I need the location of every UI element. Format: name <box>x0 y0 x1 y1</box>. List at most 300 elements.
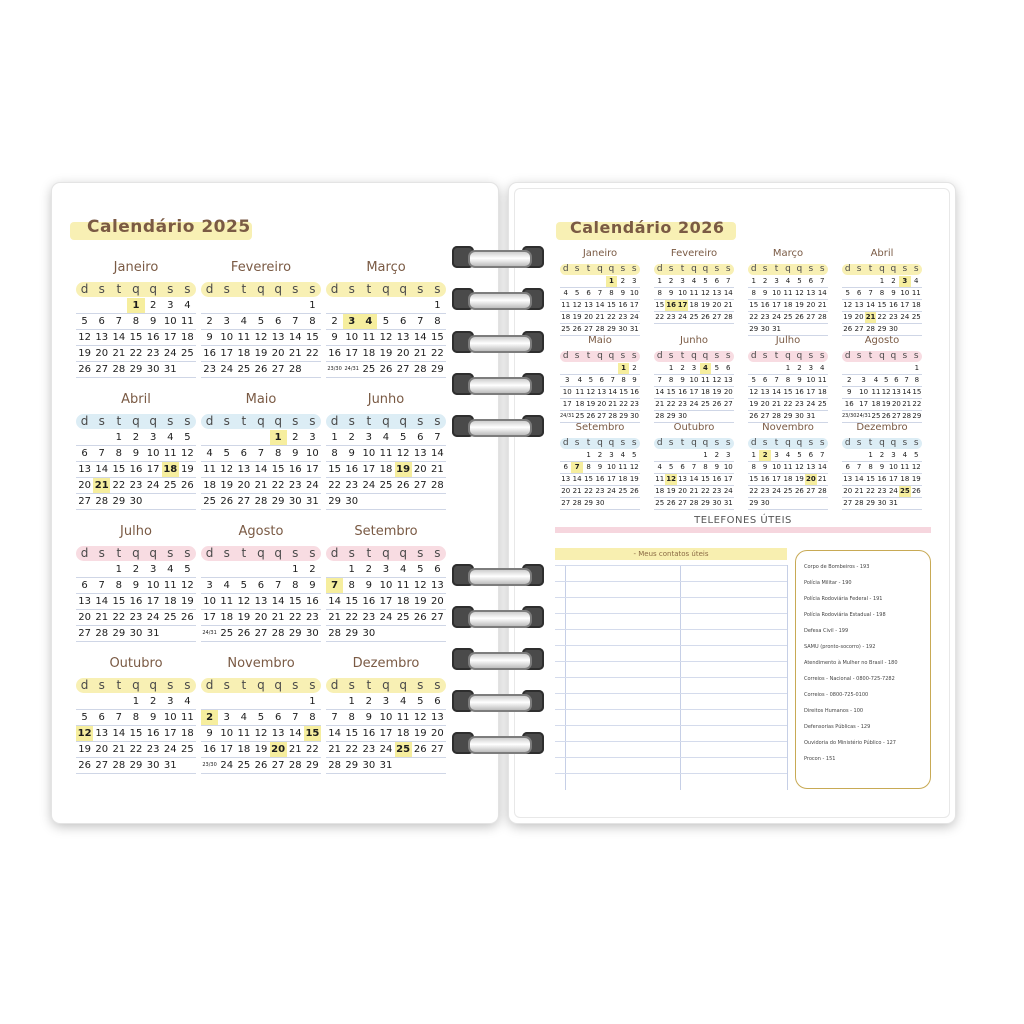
day-cell: 9 <box>287 446 304 462</box>
day-cell: 25 <box>654 498 665 510</box>
day-cell: 7 <box>571 462 582 474</box>
day-cell: 17 <box>145 462 162 478</box>
day-cell: 25 <box>700 399 711 411</box>
day-grid <box>560 276 640 336</box>
day-cell: 4 <box>235 710 252 726</box>
day-cell: 8 <box>343 710 360 726</box>
contacts-writing-line <box>555 757 787 758</box>
day-cell: 30 <box>677 411 688 423</box>
day-cell: 2 <box>145 298 162 314</box>
day-cell: 25 <box>871 411 881 423</box>
empty-day-cell <box>856 363 870 375</box>
day-cell: 4 <box>395 562 412 578</box>
day-cell: 27 <box>723 399 734 411</box>
weekday-label: q <box>399 546 407 560</box>
day-cell: 29 <box>748 498 759 510</box>
weekday-header <box>654 264 734 275</box>
day-cell: 27 <box>677 498 688 510</box>
day-cell: 12 <box>748 387 759 399</box>
month-name: Junho <box>367 392 405 407</box>
day-cell: 4 <box>560 288 571 300</box>
day-cell: 24/31 <box>201 626 218 642</box>
day-cell: 26 <box>412 742 429 758</box>
day-cell: 9 <box>201 726 218 742</box>
contacts-writing-line <box>555 661 787 662</box>
day-cell: 27 <box>853 324 864 336</box>
day-cell: 3 <box>304 430 321 446</box>
empty-day-cell <box>76 562 93 578</box>
day-cell: 25 <box>782 486 793 498</box>
phone-list-item: SAMU (pronto-socorro) - 192 <box>804 644 876 650</box>
day-cell: 27 <box>235 494 252 510</box>
month-maro <box>748 248 828 336</box>
day-cell: 12 <box>377 330 394 346</box>
day-cell: 16 <box>794 387 805 399</box>
day-cell: 25 <box>235 362 252 378</box>
day-cell: 1 <box>876 276 887 288</box>
day-cell: 20 <box>723 387 734 399</box>
day-cell: 11 <box>162 578 179 594</box>
day-cell: 17 <box>606 474 617 486</box>
empty-day-cell <box>606 498 617 510</box>
day-cell: 12 <box>412 710 429 726</box>
day-cell: 21 <box>688 486 699 498</box>
day-cell: 5 <box>842 288 853 300</box>
day-cell: 7 <box>287 710 304 726</box>
weekday-label: s <box>434 678 441 692</box>
day-cell: 31 <box>888 498 899 510</box>
weekday-label: q <box>608 438 615 448</box>
day-cell: 1 <box>654 276 665 288</box>
day-cell: 27 <box>759 411 770 423</box>
month-name: Outubro <box>673 422 715 433</box>
day-cell: 5 <box>585 375 596 387</box>
day-cell: 17 <box>343 346 360 362</box>
day-cell: 4 <box>395 694 412 710</box>
phone-list-item: Polícia Rodoviária Estadual - 198 <box>804 612 886 618</box>
day-cell: 5 <box>748 375 759 387</box>
day-cell: 23 <box>343 478 360 494</box>
day-cell: 28 <box>817 486 828 498</box>
day-cell: 13 <box>677 474 688 486</box>
weekday-label: q <box>149 546 157 560</box>
day-cell: 18 <box>782 474 793 486</box>
day-cell: 3 <box>688 363 699 375</box>
day-cell: 1 <box>287 562 304 578</box>
day-cell: 1 <box>618 363 629 375</box>
day-cell: 27 <box>805 486 816 498</box>
weekday-label: s <box>348 414 355 428</box>
day-cell: 3 <box>201 578 218 594</box>
day-cell: 11 <box>377 446 394 462</box>
empty-day-cell <box>235 562 252 578</box>
day-cell: 29 <box>782 411 793 423</box>
phone-list-item: Ouvidoria do Ministério Público - 127 <box>804 740 896 746</box>
day-cell: 1 <box>326 430 343 446</box>
day-cell: 2 <box>629 363 640 375</box>
day-cell: 9 <box>617 288 628 300</box>
day-cell: 19 <box>571 312 582 324</box>
day-cell: 14 <box>252 462 269 478</box>
day-cell: 21 <box>429 462 446 478</box>
binding-ring <box>452 732 544 754</box>
weekday-header <box>201 678 321 693</box>
weekday-label: q <box>702 351 709 361</box>
weekday-header <box>560 264 640 275</box>
day-cell: 11 <box>782 288 793 300</box>
day-cell: 30 <box>343 494 360 510</box>
day-cell: 21 <box>93 478 110 494</box>
day-cell: 8 <box>110 446 127 462</box>
day-cell: 18 <box>782 300 793 312</box>
empty-day-cell <box>748 363 759 375</box>
day-cell: 25 <box>782 312 793 324</box>
day-cell: 30 <box>759 324 770 336</box>
day-cell: 18 <box>560 312 571 324</box>
weekday-label: s <box>902 351 908 361</box>
day-cell: 5 <box>252 710 269 726</box>
weekday-label: q <box>399 678 407 692</box>
day-grid <box>76 430 196 510</box>
day-grid <box>76 694 196 774</box>
month-name: Maio <box>588 335 612 346</box>
day-cell: 15 <box>618 387 629 399</box>
weekday-label: d <box>844 351 851 361</box>
day-cell: 22 <box>748 312 759 324</box>
day-cell: 20 <box>76 478 93 494</box>
empty-day-cell <box>235 430 252 446</box>
contacts-writing-line <box>555 613 787 614</box>
day-cell: 28 <box>902 411 912 423</box>
day-cell: 10 <box>343 330 360 346</box>
day-cell: 7 <box>326 578 343 594</box>
day-cell: 3 <box>771 276 782 288</box>
day-cell: 4 <box>179 694 196 710</box>
month-maro <box>326 260 446 378</box>
weekday-label: q <box>132 546 140 560</box>
day-cell: 13 <box>76 594 93 610</box>
day-cell: 8 <box>110 578 127 594</box>
weekday-label: s <box>668 438 674 448</box>
day-cell: 3 <box>218 314 235 330</box>
day-cell: 13 <box>93 726 110 742</box>
day-cell: 20 <box>93 346 110 362</box>
day-cell: 15 <box>304 726 321 742</box>
day-cell: 25 <box>560 324 571 336</box>
day-cell: 17 <box>888 474 899 486</box>
weekday-label: s <box>98 546 105 560</box>
day-cell: 14 <box>594 300 605 312</box>
day-cell: 23 <box>145 742 162 758</box>
day-cell: 22 <box>127 346 144 362</box>
binding-ring <box>452 246 544 268</box>
day-cell: 28 <box>326 758 343 774</box>
day-cell: 6 <box>805 276 816 288</box>
day-cell: 16 <box>201 742 218 758</box>
day-cell: 9 <box>677 375 688 387</box>
day-cell: 9 <box>665 288 676 300</box>
day-cell: 11 <box>911 288 922 300</box>
weekday-label: q <box>608 351 615 361</box>
day-cell: 7 <box>594 288 605 300</box>
day-cell: 22 <box>748 486 759 498</box>
day-cell: 3 <box>360 430 377 446</box>
day-cell: 1 <box>127 694 144 710</box>
empty-day-cell <box>759 363 770 375</box>
weekday-header <box>326 678 446 693</box>
day-cell: 28 <box>287 362 304 378</box>
empty-day-cell <box>395 494 412 510</box>
weekday-header <box>560 438 640 449</box>
empty-day-cell <box>326 298 343 314</box>
month-julho <box>748 335 828 423</box>
day-cell: 10 <box>360 446 377 462</box>
empty-day-cell <box>429 494 446 510</box>
day-cell: 12 <box>218 462 235 478</box>
emergency-phone-list <box>796 551 930 762</box>
day-cell: 23 <box>876 486 887 498</box>
day-cell: 20 <box>252 610 269 626</box>
empty-day-cell <box>583 276 594 288</box>
day-cell: 27 <box>560 498 571 510</box>
month-name: Março <box>366 260 406 275</box>
day-cell: 13 <box>395 330 412 346</box>
day-cell: 28 <box>93 626 110 642</box>
day-cell: 5 <box>395 430 412 446</box>
day-cell: 11 <box>360 330 377 346</box>
day-cell: 25 <box>574 411 585 423</box>
day-cell: 2 <box>876 450 887 462</box>
day-cell: 29 <box>429 362 446 378</box>
day-cell: 2 <box>127 562 144 578</box>
day-cell: 15 <box>782 387 793 399</box>
day-cell: 9 <box>201 330 218 346</box>
day-cell: 25 <box>162 478 179 494</box>
day-cell: 7 <box>771 375 782 387</box>
day-cell: 18 <box>817 387 828 399</box>
day-cell: 30 <box>145 758 162 774</box>
day-cell: 11 <box>235 726 252 742</box>
day-cell: 22 <box>912 399 922 411</box>
day-cell: 2 <box>326 314 343 330</box>
day-cell: 13 <box>429 710 446 726</box>
weekday-label: s <box>292 546 299 560</box>
day-cell: 9 <box>876 462 887 474</box>
day-cell: 14 <box>110 330 127 346</box>
empty-day-cell <box>677 450 688 462</box>
empty-day-cell <box>596 363 607 375</box>
day-cell: 4 <box>235 314 252 330</box>
phones-section-underline <box>555 527 931 533</box>
weekday-label: d <box>844 264 851 274</box>
empty-day-cell <box>771 363 782 375</box>
day-cell: 12 <box>794 462 805 474</box>
day-cell: 28 <box>594 324 605 336</box>
day-cell: 25 <box>688 312 699 324</box>
day-cell: 29 <box>912 411 922 423</box>
empty-day-cell <box>162 626 179 642</box>
day-cell: 26 <box>252 758 269 774</box>
day-cell: 11 <box>817 375 828 387</box>
day-cell: 16 <box>842 399 856 411</box>
month-outubro <box>654 422 734 510</box>
day-cell: 7 <box>853 462 864 474</box>
day-cell: 28 <box>252 494 269 510</box>
weekday-label: s <box>434 414 441 428</box>
day-cell: 22 <box>606 312 617 324</box>
day-cell: 2 <box>304 562 321 578</box>
weekday-label: s <box>184 546 191 560</box>
day-cell: 3 <box>377 694 394 710</box>
day-cell: 18 <box>179 726 196 742</box>
day-cell: 9 <box>145 710 162 726</box>
phone-list-item: Correios - Nacional - 0800-725-7282 <box>804 676 895 682</box>
day-cell: 22 <box>127 742 144 758</box>
day-cell: 3 <box>162 298 179 314</box>
day-cell: 2 <box>617 276 628 288</box>
day-cell: 18 <box>162 462 179 478</box>
day-cell: 17 <box>688 387 699 399</box>
day-cell: 12 <box>794 288 805 300</box>
empty-day-cell <box>76 430 93 446</box>
month-setembro <box>560 422 640 510</box>
day-cell: 14 <box>654 387 665 399</box>
calendar-2026-title: Calendário 2026 <box>570 218 725 237</box>
weekday-label: d <box>656 264 663 274</box>
weekday-label: s <box>309 678 316 692</box>
day-cell: 7 <box>902 375 912 387</box>
contacts-writing-area[interactable] <box>555 565 787 790</box>
weekday-label: q <box>879 264 885 274</box>
weekday-label: s <box>856 438 862 448</box>
weekday-label: s <box>631 351 637 361</box>
weekday-label: d <box>205 546 214 560</box>
month-name: Abril <box>121 392 151 407</box>
weekday-label: s <box>808 438 814 448</box>
day-cell: 26 <box>235 626 252 642</box>
day-cell: 23 <box>594 486 605 498</box>
month-name: Agosto <box>238 524 284 539</box>
empty-day-cell <box>865 276 876 288</box>
day-cell: 10 <box>560 387 574 399</box>
empty-day-cell <box>201 298 218 314</box>
day-cell: 3 <box>899 276 910 288</box>
day-cell: 22 <box>876 312 887 324</box>
day-cell: 17 <box>677 300 688 312</box>
day-cell: 8 <box>665 375 676 387</box>
day-cell: 3 <box>856 375 870 387</box>
month-name: Dezembro <box>352 656 420 671</box>
weekday-label: t <box>680 264 685 274</box>
day-cell: 22 <box>665 399 676 411</box>
day-cell: 8 <box>429 314 446 330</box>
empty-day-cell <box>179 626 196 642</box>
weekday-label: q <box>597 264 603 274</box>
empty-day-cell <box>617 498 628 510</box>
month-name: Julho <box>775 335 801 346</box>
day-cell: 13 <box>252 594 269 610</box>
day-cell: 9 <box>711 462 722 474</box>
day-cell: 26 <box>665 498 676 510</box>
weekday-header <box>201 546 321 561</box>
day-cell: 29 <box>700 498 711 510</box>
day-cell: 19 <box>412 594 429 610</box>
weekday-label: t <box>241 282 247 296</box>
day-cell: 9 <box>326 330 343 346</box>
month-name: Outubro <box>109 656 163 671</box>
day-cell: 26 <box>76 758 93 774</box>
day-cell: 24 <box>805 399 816 411</box>
day-cell: 17 <box>377 594 394 610</box>
weekday-label: d <box>562 264 569 274</box>
day-cell: 15 <box>665 387 676 399</box>
empty-day-cell <box>771 498 782 510</box>
weekday-label: s <box>167 282 174 296</box>
day-cell: 11 <box>871 387 881 399</box>
day-cell: 30 <box>304 626 321 642</box>
day-cell: 24 <box>218 758 235 774</box>
empty-day-cell <box>235 694 252 710</box>
weekday-label: q <box>274 678 282 692</box>
day-cell: 27 <box>270 758 287 774</box>
day-cell: 9 <box>145 314 162 330</box>
day-cell: 28 <box>287 758 304 774</box>
weekday-label: s <box>223 546 230 560</box>
phone-list-item: Defesa Civil - 199 <box>804 628 849 634</box>
empty-day-cell <box>287 298 304 314</box>
day-cell: 2 <box>842 375 856 387</box>
empty-day-cell <box>594 276 605 288</box>
day-cell: 22 <box>865 486 876 498</box>
day-cell: 29 <box>287 626 304 642</box>
day-cell: 18 <box>395 594 412 610</box>
day-cell: 1 <box>700 450 711 462</box>
day-cell: 21 <box>654 399 665 411</box>
day-cell: 8 <box>654 288 665 300</box>
weekday-header <box>748 438 828 449</box>
weekday-label: s <box>808 264 814 274</box>
day-cell: 29 <box>304 758 321 774</box>
weekday-label: t <box>868 351 873 361</box>
day-cell: 19 <box>665 486 676 498</box>
day-cell: 21 <box>865 312 876 324</box>
day-cell: 14 <box>817 288 828 300</box>
day-cell: 11 <box>574 387 585 399</box>
weekday-header <box>76 546 196 561</box>
day-grid <box>560 450 640 510</box>
day-cell: 4 <box>688 276 699 288</box>
empty-day-cell <box>560 363 574 375</box>
day-cell: 19 <box>395 462 412 478</box>
day-cell: 28 <box>412 362 429 378</box>
day-cell: 27 <box>429 610 446 626</box>
month-name: Agosto <box>864 335 900 346</box>
day-grid <box>201 562 321 642</box>
day-cell: 14 <box>429 446 446 462</box>
weekday-label: d <box>80 282 89 296</box>
day-cell: 27 <box>429 742 446 758</box>
empty-day-cell <box>252 562 269 578</box>
binding-ring <box>452 690 544 712</box>
day-cell: 24 <box>771 312 782 324</box>
day-cell: 10 <box>145 446 162 462</box>
day-cell: 23 <box>794 399 805 411</box>
day-cell: 7 <box>412 314 429 330</box>
day-cell: 6 <box>252 578 269 594</box>
day-cell: 2 <box>677 363 688 375</box>
day-cell: 7 <box>252 446 269 462</box>
day-cell: 6 <box>76 578 93 594</box>
